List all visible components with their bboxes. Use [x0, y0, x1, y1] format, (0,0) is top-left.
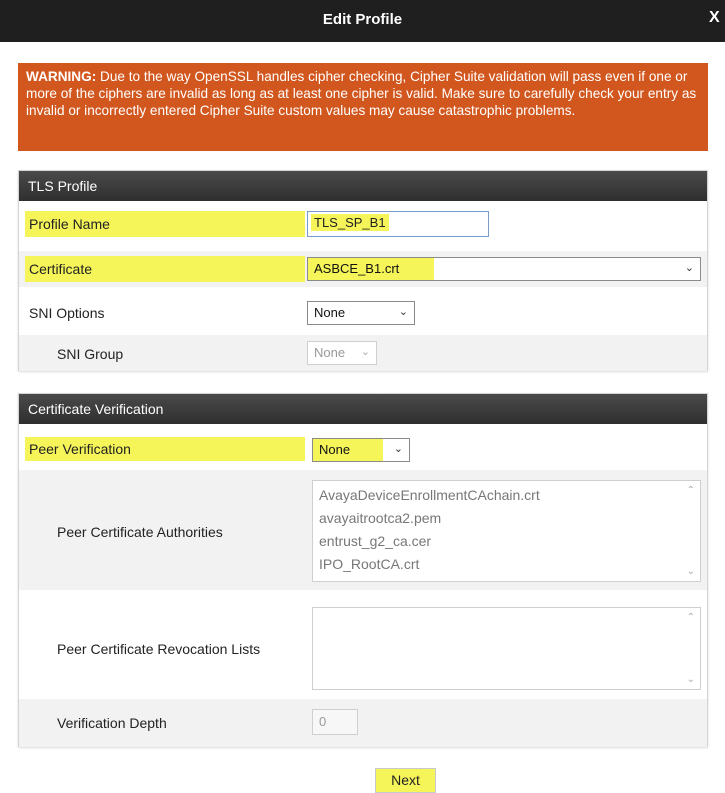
profile-name-value: TLS_SP_B1 [311, 214, 389, 231]
peer-crl-row [19, 594, 707, 694]
dialog-title-bar [0, 0, 725, 42]
list-item[interactable]: IPO_RootCA.crt [319, 556, 420, 572]
certificate-select[interactable] [307, 257, 701, 281]
peer-ca-row [19, 470, 707, 590]
certificate-label: Certificate [29, 261, 93, 277]
tls-profile-panel [18, 170, 708, 371]
list-item[interactable]: entrust_g2_ca.cer [319, 533, 432, 549]
peer-verification-select[interactable] [312, 438, 410, 462]
sni-options-row [19, 295, 707, 331]
sni-group-value: None [314, 345, 346, 360]
certificate-row [19, 251, 707, 287]
sni-group-label: SNI Group [57, 346, 124, 362]
verification-depth-row [19, 699, 707, 747]
chevron-down-icon: ⌄ [393, 443, 403, 455]
profile-name-label: Profile Name [29, 216, 110, 232]
peer-crl-label: Peer Certificate Revocation Lists [57, 641, 261, 657]
scroll-down-icon[interactable]: ⌄ [686, 674, 695, 685]
verification-depth-value: 0 [319, 714, 327, 729]
certificate-value: ASBCE_B1.crt [308, 258, 434, 280]
next-button[interactable]: Next [375, 768, 436, 793]
scroll-down-icon[interactable]: ⌄ [686, 566, 695, 577]
peer-verification-row [19, 426, 707, 466]
tls-profile-header: TLS Profile [19, 171, 707, 201]
list-item[interactable]: avayaitrootca2.pem [319, 510, 442, 526]
sni-options-select[interactable] [307, 301, 415, 325]
warning-text: Due to the way OpenSSL handles cipher checking, Cipher Suite validation will pass even if one or more of the ciphers are invalid as long as at least one cipher is valid. Make sure to carefully check your entry as invalid or incorrectly entered Cipher Suite custom values may cause catastrophic problems. [26, 69, 697, 118]
peer-verification-value: None [313, 439, 383, 461]
peer-verification-label: Peer Verification [29, 441, 131, 457]
list-item[interactable]: AvayaDeviceEnrollmentCAchain.crt [319, 487, 540, 503]
verification-depth-label: Verification Depth [57, 715, 167, 731]
profile-name-input[interactable] [307, 211, 489, 237]
chevron-down-icon: ⌄ [684, 262, 694, 274]
close-icon[interactable]: X [709, 9, 720, 26]
verification-depth-input [312, 709, 358, 735]
peer-ca-label: Peer Certificate Authorities [57, 524, 223, 540]
sni-options-label: SNI Options [29, 305, 105, 321]
certificate-verification-panel [18, 393, 708, 747]
certificate-verification-header: Certificate Verification [19, 394, 707, 424]
sni-group-row [19, 335, 707, 371]
chevron-down-icon: ⌄ [398, 306, 408, 318]
chevron-down-icon: ⌄ [360, 346, 370, 358]
peer-ca-listbox[interactable] [312, 480, 701, 582]
dialog-title: Edit Profile [322, 11, 403, 28]
peer-crl-listbox[interactable] [312, 607, 701, 690]
profile-name-row [19, 206, 707, 242]
warning-banner [18, 63, 708, 151]
scroll-up-icon[interactable]: ⌃ [686, 612, 695, 623]
sni-group-select [307, 341, 377, 365]
scroll-up-icon[interactable]: ⌃ [686, 485, 695, 496]
sni-options-value: None [314, 305, 346, 320]
warning-lead: WARNING: [26, 69, 97, 84]
